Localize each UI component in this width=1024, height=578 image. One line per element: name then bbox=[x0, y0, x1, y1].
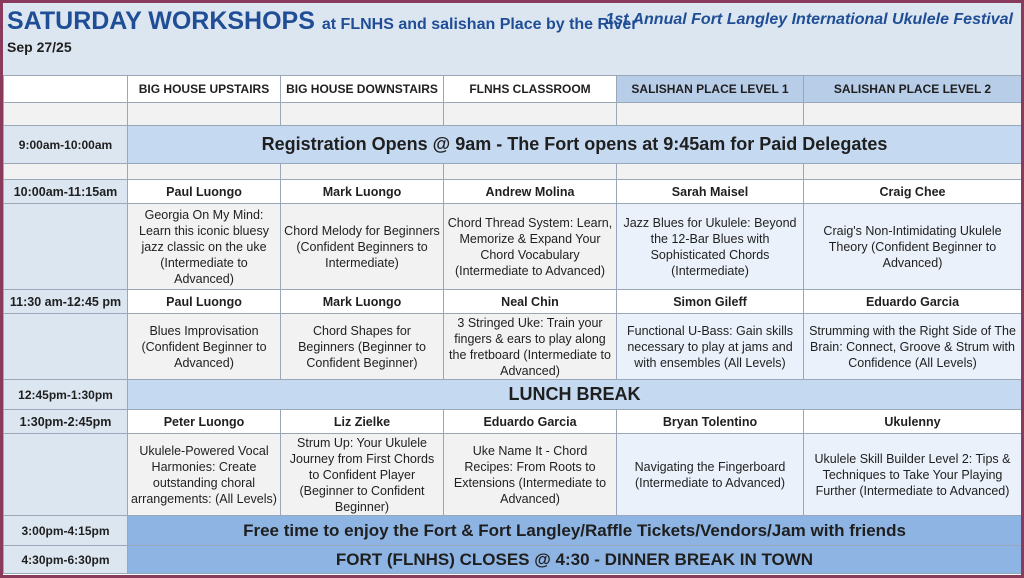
presenter-name: Paul Luongo bbox=[128, 290, 281, 314]
time-cell: 3:00pm-4:15pm bbox=[4, 516, 128, 546]
schedule-table bbox=[3, 75, 1021, 574]
spacer-cell bbox=[444, 103, 617, 126]
free-time-row bbox=[4, 516, 1022, 546]
workshop-title: Strumming with the Right Side of The Brain: Connect, Groove & Strum with Confidence (All Levels) bbox=[804, 314, 1022, 380]
column-header: BIG HOUSE UPSTAIRS bbox=[128, 76, 281, 103]
presenter-name: Eduardo Garcia bbox=[444, 410, 617, 434]
workshop-row bbox=[4, 204, 1022, 290]
workshop-title: Chord Melody for Beginners (Confident Beginners to Intermediate) bbox=[281, 204, 444, 290]
presenter-row bbox=[4, 180, 1022, 204]
column-header: SALISHAN PLACE LEVEL 2 bbox=[804, 76, 1022, 103]
spacer-cell bbox=[128, 103, 281, 126]
dinner-row bbox=[4, 546, 1022, 574]
free-time-banner: Free time to enjoy the Fort & Fort Langley/Raffle Tickets/Vendors/Jam with friends bbox=[128, 516, 1022, 546]
corner-cell bbox=[4, 76, 128, 103]
workshop-title: Chord Shapes for Beginners (Beginner to Confident Beginner) bbox=[281, 314, 444, 380]
registration-row bbox=[4, 126, 1022, 164]
presenter-name: Andrew Molina bbox=[444, 180, 617, 204]
column-header: BIG HOUSE DOWNSTAIRS bbox=[281, 76, 444, 103]
presenter-name: Sarah Maisel bbox=[617, 180, 804, 204]
presenter-name: Mark Luongo bbox=[281, 180, 444, 204]
workshop-title: Ukulele-Powered Vocal Harmonies: Create outstanding choral arrangements: (All Levels) bbox=[128, 434, 281, 516]
spacer-row bbox=[4, 103, 1022, 126]
time-cell: 4:30pm-6:30pm bbox=[4, 546, 128, 574]
presenter-name: Peter Luongo bbox=[128, 410, 281, 434]
workshop-title: Blues Improvisation (Confident Beginner to Advanced) bbox=[128, 314, 281, 380]
event-date: Sep 27/25 bbox=[7, 39, 72, 55]
column-header: SALISHAN PLACE LEVEL 1 bbox=[617, 76, 804, 103]
page-header bbox=[3, 3, 1021, 75]
schedule-frame bbox=[3, 3, 1021, 575]
workshop-title: Navigating the Fingerboard (Intermediate to Advanced) bbox=[617, 434, 804, 516]
lunch-banner: LUNCH BREAK bbox=[128, 380, 1022, 410]
presenter-name: Paul Luongo bbox=[128, 180, 281, 204]
time-cell: 10:00am-11:15am bbox=[4, 180, 128, 204]
time-cell: 1:30pm-2:45pm bbox=[4, 410, 128, 434]
workshop-title: Craig's Non-Intimidating Ukulele Theory (Confident Beginner to Advanced) bbox=[804, 204, 1022, 290]
presenter-name: Bryan Tolentino bbox=[617, 410, 804, 434]
spacer-cell bbox=[804, 103, 1022, 126]
presenter-name: Ukulenny bbox=[804, 410, 1022, 434]
spacer-cell bbox=[617, 103, 804, 126]
workshop-row bbox=[4, 314, 1022, 380]
presenter-name: Eduardo Garcia bbox=[804, 290, 1022, 314]
workshop-title: 3 Stringed Uke: Train your fingers & ears to play along the fretboard (Intermediate to Advanced) bbox=[444, 314, 617, 380]
time-cell: 11:30 am-12:45 pm bbox=[4, 290, 128, 314]
presenter-name: Neal Chin bbox=[444, 290, 617, 314]
workshop-title: Uke Name It - Chord Recipes: From Roots to Extensions (Intermediate to Advanced) bbox=[444, 434, 617, 516]
spacer-cell bbox=[4, 164, 128, 180]
presenter-name: Craig Chee bbox=[804, 180, 1022, 204]
column-header: FLNHS CLASSROOM bbox=[444, 76, 617, 103]
presenter-name: Mark Luongo bbox=[281, 290, 444, 314]
spacer-row bbox=[4, 164, 1022, 180]
time-cell-empty bbox=[4, 204, 128, 290]
workshop-row bbox=[4, 434, 1022, 516]
spacer-cell bbox=[4, 103, 128, 126]
workshop-title: Jazz Blues for Ukulele: Beyond the 12-Bar Blues with Sophisticated Chords (Intermediate) bbox=[617, 204, 804, 290]
workshop-title: Ukulele Skill Builder Level 2: Tips & Techniques to Take Your Playing Further (Intermediate to Advanced) bbox=[804, 434, 1022, 516]
title-main: SATURDAY WORKSHOPS bbox=[7, 7, 315, 35]
registration-banner: Registration Opens @ 9am - The Fort opens at 9:45am for Paid Delegates bbox=[128, 126, 1022, 164]
time-cell: 12:45pm-1:30pm bbox=[4, 380, 128, 410]
lunch-row bbox=[4, 380, 1022, 410]
workshop-title: Chord Thread System: Learn, Memorize & Expand Your Chord Vocabulary (Intermediate to Advanced) bbox=[444, 204, 617, 290]
spacer-cell bbox=[804, 164, 1022, 180]
presenter-name: Simon Gileff bbox=[617, 290, 804, 314]
time-cell-empty bbox=[4, 314, 128, 380]
workshop-title: Georgia On My Mind: Learn this iconic bluesy jazz classic on the uke (Intermediate to Advanced) bbox=[128, 204, 281, 290]
presenter-name: Liz Zielke bbox=[281, 410, 444, 434]
spacer-cell bbox=[444, 164, 617, 180]
time-cell-empty bbox=[4, 434, 128, 516]
spacer-cell bbox=[128, 164, 281, 180]
spacer-cell bbox=[281, 164, 444, 180]
spacer-cell bbox=[281, 103, 444, 126]
title-sub: at FLNHS and salishan Place by the River bbox=[321, 16, 638, 33]
spacer-cell bbox=[617, 164, 804, 180]
column-header-row bbox=[4, 76, 1022, 103]
presenter-row bbox=[4, 410, 1022, 434]
dinner-banner: FORT (FLNHS) CLOSES @ 4:30 - DINNER BREAK IN TOWN bbox=[128, 546, 1022, 574]
time-cell: 9:00am-10:00am bbox=[4, 126, 128, 164]
workshop-title: Strum Up: Your Ukulele Journey from First Chords to Confident Player (Beginner to Confident Beginner) bbox=[281, 434, 444, 516]
page-title bbox=[7, 7, 638, 36]
presenter-row bbox=[4, 290, 1022, 314]
workshop-title: Functional U-Bass: Gain skills necessary to play at jams and with ensembles (All Levels) bbox=[617, 314, 804, 380]
festival-name: 1st Annual Fort Langley International Ukulele Festival bbox=[605, 11, 1013, 28]
